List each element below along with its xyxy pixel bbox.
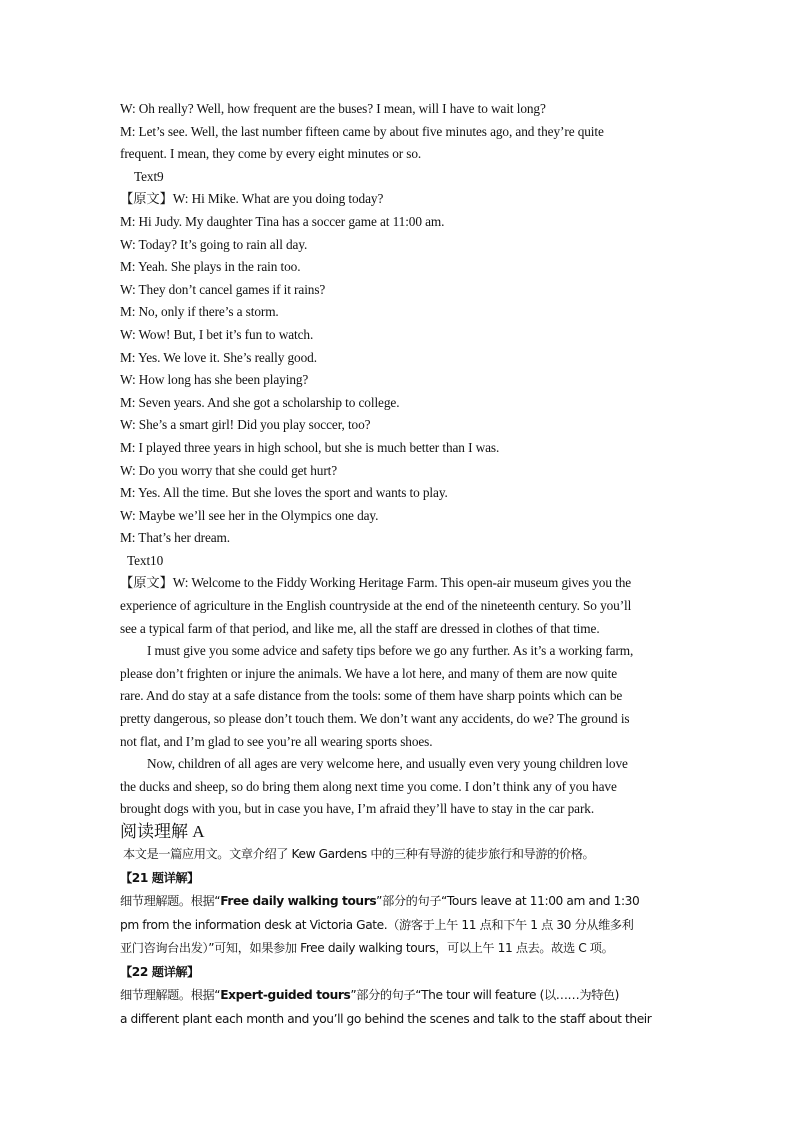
passage-line: experience of agriculture in the English countryside at the end of the nineteenth century. So you’ll xyxy=(120,598,632,614)
dialogue-line: frequent. I mean, they come by every eight minutes or so. xyxy=(120,146,422,162)
text9-section xyxy=(120,166,676,550)
text10-section xyxy=(120,550,676,821)
text8-dialogue-tail xyxy=(120,98,676,166)
q21-line: pm from the information desk at Victoria Gate.（游客于上午 11 点和下午 1 点 30 分从维多利 xyxy=(120,917,634,932)
reading-a-title: 阅读理解 A xyxy=(120,822,205,841)
passage-line: 【原文】W: Welcome to the Fiddy Working Heritage Farm. This open-air museum gives you the xyxy=(120,575,632,591)
passage-line: I must give you some advice and safety tips before we go any further. As it’s a working farm, xyxy=(147,643,634,659)
dialogue-line: W: She’s a smart girl! Did you play soccer, too? xyxy=(120,417,371,433)
passage-line: Now, children of all ages are very welcome here, and usually even very young children love xyxy=(147,756,628,772)
q21-line: 细节理解题。根据“Free daily walking tours”部分的句子“Tours leave at 11:00 am and 1:30 xyxy=(120,894,640,908)
passage-line: not flat, and I’m glad to see you’re all wearing sports shoes. xyxy=(120,733,433,749)
q22-line: a different plant each month and you’ll go behind the scenes and talk to the staff about their xyxy=(120,1011,652,1026)
passage-line: the ducks and sheep, so do bring them along next time you come. I don’t think any of you have xyxy=(120,778,617,794)
dialogue-line: M: Yes. We love it. She’s really good. xyxy=(120,349,317,365)
dialogue-line: W: Maybe we’ll see her in the Olympics one day. xyxy=(120,507,379,523)
text9-heading: Text9 xyxy=(134,168,164,184)
q21-line: 亚门咨询台出发）”可知，如果参加 Free daily walking tours，可以上午 11 点去。故选 C 项。 xyxy=(120,941,614,955)
q22-bold-term: Expert-guided tours xyxy=(220,988,351,1002)
passage-line: see a typical farm of that period, and like me, all the staff are dressed in clothes of that time. xyxy=(120,620,600,636)
dialogue-line: W: Wow! But, I bet it’s fun to watch. xyxy=(120,326,314,342)
q21-bold-term: Free daily walking tours xyxy=(220,894,377,908)
reading-a-explanations xyxy=(120,843,676,1031)
dialogue-line: W: They don’t cancel games if it rains? xyxy=(120,281,326,297)
q21-tag: 【21 题详解】 xyxy=(120,870,199,885)
q22-tag: 【22 题详解】 xyxy=(120,964,199,979)
dialogue-line: M: Seven years. And she got a scholarship to college. xyxy=(120,394,400,410)
article-summary: 本文是一篇应用文。文章介绍了 Kew Gardens 中的三种有导游的徒步旅行和导游的价格。 xyxy=(123,847,595,861)
q22-line: 细节理解题。根据“Expert-guided tours”部分的句子“The tour will feature (以……为特色) xyxy=(120,988,620,1002)
dialogue-line: W: Do you worry that she could get hurt? xyxy=(120,462,338,478)
document-content xyxy=(120,98,676,1031)
passage-line: brought dogs with you, but in case you have, I’m afraid they’ll have to stay in the car park. xyxy=(120,801,595,817)
dialogue-line: M: Yes. All the time. But she loves the sport and wants to play. xyxy=(120,485,448,501)
dialogue-line: M: No, only if there’s a storm. xyxy=(120,304,279,320)
passage-line: pretty dangerous, so please don’t touch them. We don’t want any accidents, do we? The ground is xyxy=(120,711,630,727)
dialogue-line: W: Today? It’s going to rain all day. xyxy=(120,236,308,252)
text10-heading: Text10 xyxy=(127,552,164,568)
passage-line: rare. And do stay at a safe distance from the tools: some of them have sharp points which can be xyxy=(120,688,623,704)
dialogue-line: M: Yeah. She plays in the rain too. xyxy=(120,259,301,275)
dialogue-line: M: Let’s see. Well, the last number fifteen came by about five minutes ago, and they’re quite xyxy=(120,123,604,139)
dialogue-line: M: That’s her dream. xyxy=(120,530,231,546)
passage-line: please don’t frighten or injure the animals. We have a lot here, and many of them are now quite xyxy=(120,665,618,681)
dialogue-line: 【原文】W: Hi Mike. What are you doing today? xyxy=(120,191,384,207)
dialogue-line: W: How long has she been playing? xyxy=(120,372,309,388)
dialogue-line: M: I played three years in high school, but she is much better than I was. xyxy=(120,439,500,455)
dialogue-line: W: Oh really? Well, how frequent are the buses? I mean, will I have to wait long? xyxy=(120,101,546,116)
dialogue-line: M: Hi Judy. My daughter Tina has a soccer game at 11:00 am. xyxy=(120,213,445,229)
